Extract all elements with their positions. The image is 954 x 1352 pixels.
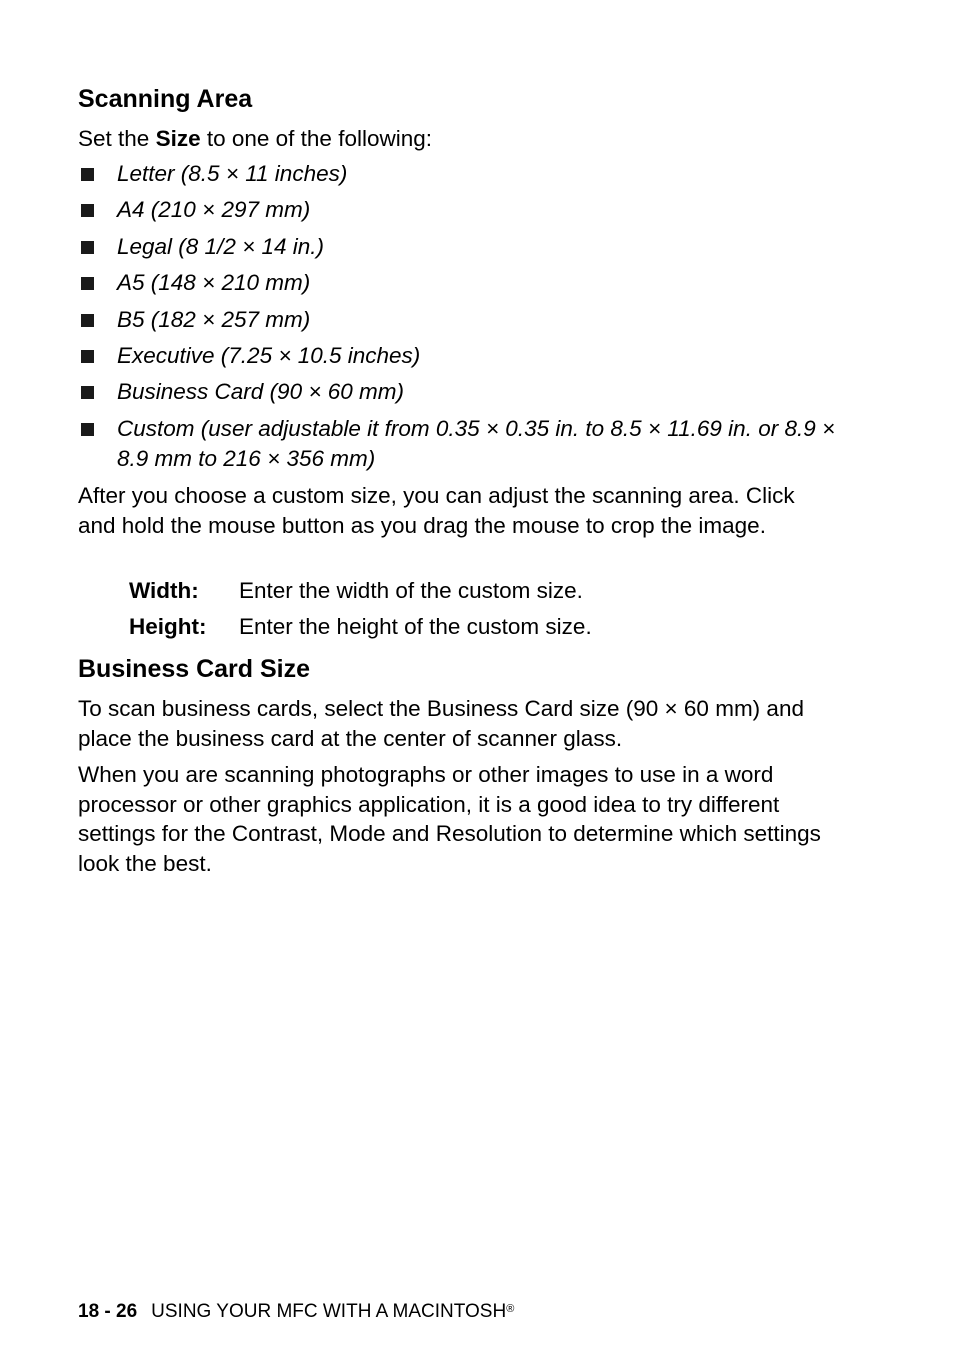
size-setting-name: Size: [155, 126, 201, 151]
height-term: Height:: [129, 614, 207, 639]
width-term: Width:: [129, 578, 199, 603]
size-intro-before: Set the: [78, 126, 156, 151]
size-option-executive: [78, 341, 858, 371]
square-bullet-icon: [81, 314, 94, 327]
width-description: Enter the width of the custom size.: [239, 578, 583, 603]
size-option-a4: [78, 195, 858, 225]
square-bullet-icon: [81, 241, 94, 254]
business-card-paragraph: To scan business cards, select the Business Card size (90 × 60 mm) and place the business card at the center of scanner glass.: [78, 696, 804, 751]
size-option-label: Executive (7.25 × 10.5 inches): [117, 342, 421, 368]
photographs-paragraph: When you are scanning photographs or other images to use in a word processor or other graphics application, it is a good idea to try different settings for the Contrast, Mode and Resolution to determine which settings look the best.: [78, 762, 821, 876]
square-bullet-icon: [81, 386, 94, 399]
size-intro-after: to one of the following:: [200, 126, 432, 151]
width-definition: [129, 576, 583, 606]
size-option-label: Legal (8 1/2 × 14 in.): [117, 233, 325, 259]
square-bullet-icon: [81, 350, 94, 363]
size-option-label: A5 (148 × 210 mm): [117, 270, 311, 296]
page-footer: [78, 1300, 514, 1324]
square-bullet-icon: [81, 168, 94, 181]
custom-size-description: After you choose a custom size, you can adjust the scanning area. Click and hold the mouse button as you drag the mouse to crop the image.: [78, 483, 795, 538]
section-heading-business-card-size: Business Card Size: [78, 655, 311, 683]
height-description: Enter the height of the custom size.: [239, 614, 592, 639]
size-option-label: A4 (210 × 297 mm): [117, 197, 311, 223]
square-bullet-icon: [81, 423, 94, 436]
square-bullet-icon: [81, 277, 94, 290]
size-option-label: Custom (user adjustable it from 0.35 × 0.35 in. to 8.5 × 11.69 in. or 8.9 × 8.9 mm to 216 × 356 mm): [117, 415, 836, 471]
size-option-legal: [78, 232, 858, 262]
size-option-label: Business Card (90 × 60 mm): [117, 379, 404, 405]
size-option-label: Letter (8.5 × 11 inches): [117, 161, 348, 186]
page-number: 18 - 26: [78, 1301, 138, 1322]
size-option-custom: [78, 414, 858, 474]
height-definition: [129, 612, 592, 642]
size-option-letter: [78, 159, 858, 189]
size-option-business-card: [78, 377, 858, 407]
chapter-title: USING YOUR MFC WITH A MACINTOSH: [151, 1301, 507, 1322]
size-intro: [78, 124, 838, 154]
size-option-b5: [78, 305, 858, 335]
size-options-list: [78, 159, 858, 480]
square-bullet-icon: [81, 204, 94, 217]
registered-mark: ®: [506, 1303, 515, 1315]
size-option-a5: [78, 268, 858, 298]
size-option-label: B5 (182 × 257 mm): [117, 306, 311, 332]
section-heading-scanning-area: Scanning Area: [78, 85, 253, 113]
